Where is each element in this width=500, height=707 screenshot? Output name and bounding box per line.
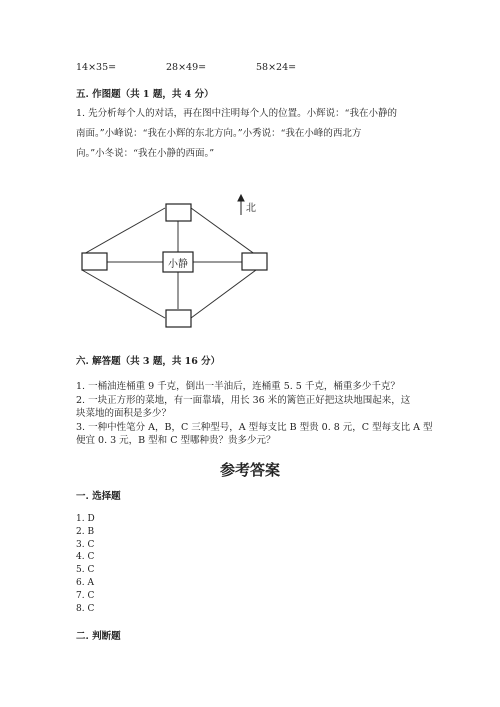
section6-title: 六. 解答题（共 3 题，共 16 分）	[76, 356, 221, 367]
diagram-box-left	[82, 253, 107, 270]
section6-line-5: 便宜 0. 3 元，B 型和 C 型哪种贵？贵多少元？	[76, 435, 276, 446]
calc-item-2: 28×49=	[166, 62, 207, 73]
section6-line-1: 1. 一桶油连桶重 9 千克，倒出一半油后，连桶重 5. 5 千克，桶重多少千克？	[76, 381, 400, 392]
list-item: 5. C	[76, 565, 95, 576]
section6-line-2: 2. 一块正方形的菜地，有一面靠墙，用长 36 米的篱笆正好把这块地围起来，这	[76, 394, 411, 406]
answers-title: 参考答案	[219, 461, 280, 479]
diagram-line-se	[191, 270, 256, 318]
calc-item-1: 14×35=	[76, 62, 117, 73]
diagram-box-bottom	[166, 310, 191, 327]
list-item: 4. C	[76, 552, 95, 563]
diagram-line-nw	[82, 208, 165, 255]
section6-line-4: 3. 一种中性笔分 A，B，C 三种型号，A 型每支比 B 型贵 0. 8 元，C 型每支比 A 型	[76, 421, 433, 433]
section5-title: 五. 作图题（共 1 题，共 4 分）	[76, 89, 214, 100]
list-item: 6. A	[76, 577, 94, 588]
section6-questions	[76, 380, 433, 448]
section6-line-3: 块菜地的面积是多少？	[76, 408, 172, 419]
diagram-center-label: 小静	[168, 259, 188, 270]
list-item: 3. C	[76, 539, 95, 550]
diagram-box-top	[166, 204, 191, 221]
list-item: 2. B	[76, 526, 95, 537]
section5-line-3: 向。”小冬说：“我在小静的西面。”	[76, 148, 215, 159]
judge-section-title: 二. 判断题	[76, 631, 121, 642]
north-arrow-icon	[238, 195, 244, 215]
diagram-box-right	[242, 253, 267, 270]
section5-line-1: 1. 先分析每个人的对话，再在图中注明每个人的位置。小辉说：“我在小静的	[76, 108, 397, 119]
calc-item-3: 58×24=	[256, 62, 297, 73]
list-item: 8. C	[76, 603, 95, 614]
choice-answer-list	[76, 513, 95, 615]
diagram-line-sw	[82, 270, 165, 318]
list-item: 1. D	[76, 514, 95, 524]
list-item: 7. C	[76, 590, 95, 601]
diagram-line-ne	[191, 208, 256, 255]
section5-line-2: 南面。”小峰说：“我在小辉的东北方向。”小秀说：“我在小峰的西北方	[76, 128, 362, 139]
diagram-north-label: 北	[246, 203, 256, 214]
choice-section-title: 一. 选择题	[76, 491, 121, 502]
